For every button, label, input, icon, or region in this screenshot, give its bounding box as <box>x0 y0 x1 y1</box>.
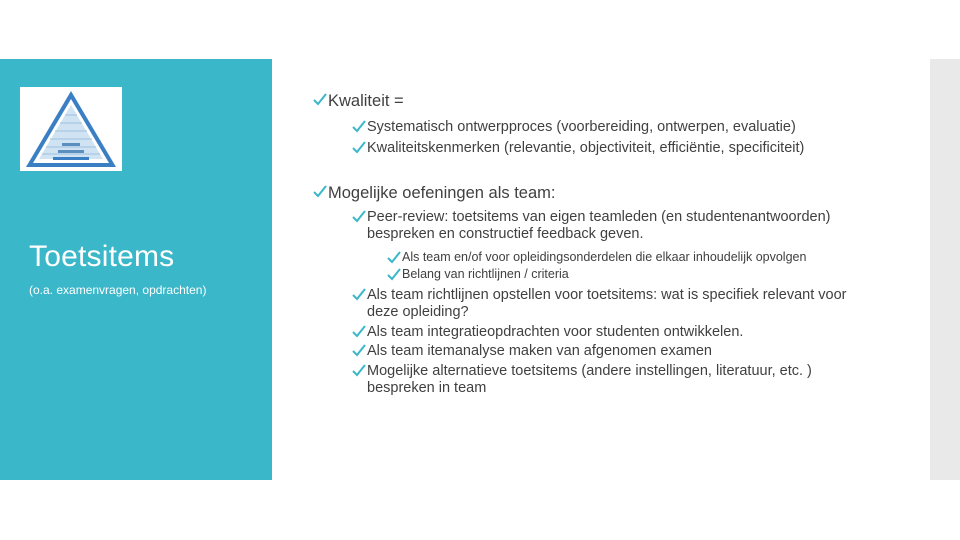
list-item <box>367 343 914 360</box>
list-item <box>367 140 837 157</box>
slide-subtitle: (o.a. examenvragen, opdrachten) <box>29 283 207 297</box>
slide-title: Toetsitems <box>29 240 175 273</box>
item-text: Mogelijke alternatieve toetsitems (andere instellingen, literatuur, etc. ) bespreken in team <box>367 363 812 396</box>
check-bullet-icon <box>387 250 401 264</box>
list-item <box>367 363 867 396</box>
check-bullet-icon <box>352 343 366 357</box>
check-bullet-icon <box>313 92 327 106</box>
check-bullet-icon <box>352 119 366 133</box>
pyramid-diagram-thumbnail <box>20 87 122 171</box>
item-text: Systematisch ontwerpproces (voorbereiding, ontwerpen, evaluatie) <box>367 118 796 135</box>
list-item <box>402 267 914 281</box>
item-text: Mogelijke oefeningen als team: <box>328 184 556 203</box>
item-text: Kwaliteitskenmerken (relevantie, objectiviteit, efficiëntie, specificiteit) <box>367 139 805 156</box>
side-bar <box>930 59 960 480</box>
item-text: Als team richtlijnen opstellen voor toetsitems: wat is specifiek relevant voor deze opleiding? <box>367 287 847 321</box>
item-text: Kwaliteit = <box>328 92 404 110</box>
item-text: Als team en/of voor opleidingsonderdelen die elkaar inhoudelijk opvolgen <box>402 249 807 264</box>
check-bullet-icon <box>352 324 366 338</box>
item-text: Als team itemanalyse maken van afgenomen examen <box>367 343 712 360</box>
list-item <box>367 209 887 242</box>
list-item <box>328 92 914 111</box>
check-bullet-icon <box>387 267 401 281</box>
list-item <box>328 184 914 203</box>
item-text: Als team integratieopdrachten voor studenten ontwikkelen. <box>367 323 744 340</box>
item-text: Belang van richtlijnen / criteria <box>402 267 569 281</box>
list-item <box>367 119 914 136</box>
check-bullet-icon <box>352 363 366 377</box>
check-bullet-icon <box>352 287 366 301</box>
list-item <box>402 250 842 264</box>
item-text: Peer-review: toetsitems van eigen teamleden (en studentenantwoorden) bespreken en constructief feedback geven. <box>367 209 831 242</box>
check-bullet-icon <box>352 209 366 223</box>
list-item <box>367 287 847 320</box>
list-item <box>367 324 914 341</box>
bullet-list <box>314 92 914 396</box>
check-bullet-icon <box>352 140 366 154</box>
check-bullet-icon <box>313 184 327 198</box>
